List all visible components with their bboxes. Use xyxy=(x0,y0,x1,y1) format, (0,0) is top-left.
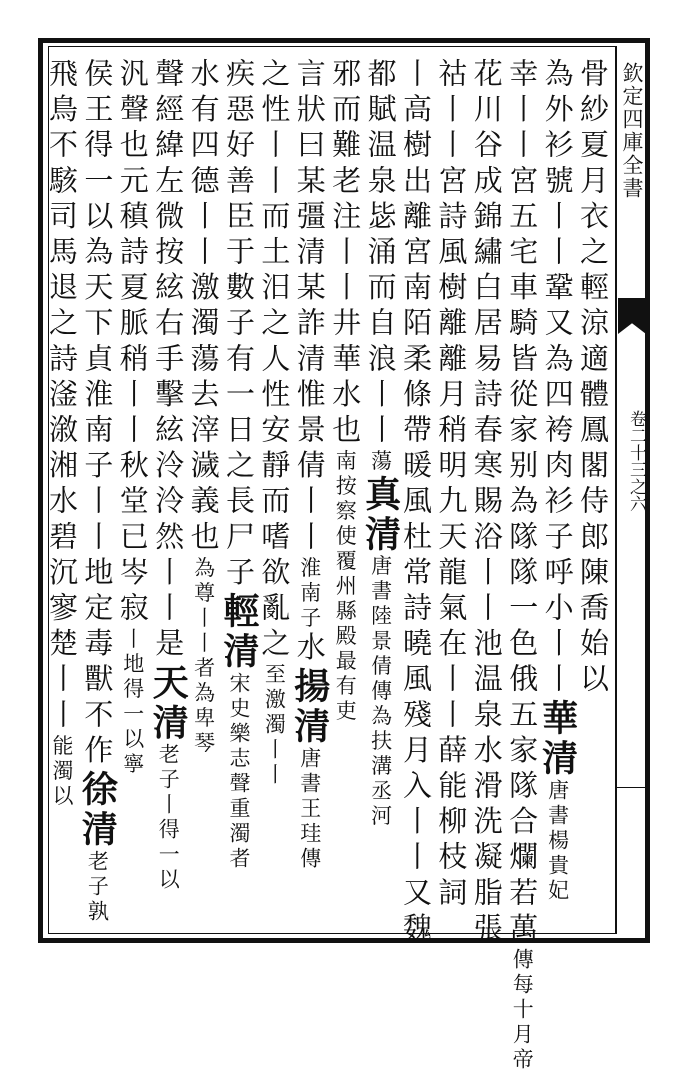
entry-heading: 輕清 xyxy=(218,592,260,672)
body-text: 疾惡好善臣于數子有一日之長尸子 xyxy=(222,58,256,592)
text-column xyxy=(536,58,579,904)
entry-heading: 天清 xyxy=(147,663,190,744)
body-text: 聲經緯左微按絃右手擊絃泠泠然丨丨是 xyxy=(151,58,186,664)
text-column xyxy=(187,58,221,756)
text-column xyxy=(45,58,79,809)
entry-heading: 華清 xyxy=(536,698,579,779)
annotation-text: 老子丨得一以 xyxy=(156,743,181,894)
annotation-text: 蕩 xyxy=(368,449,393,475)
body-text: 水 xyxy=(292,631,327,668)
text-column xyxy=(147,58,190,894)
body-text: 飛鳥不駭司馬退之詩滏漵湘水碧沉寥楚丨丨 xyxy=(45,58,79,735)
body-text: 水有四德丨丨激濁蕩去滓濊義也 xyxy=(186,58,221,557)
text-column xyxy=(257,58,291,788)
annotation-text: 老子孰 xyxy=(85,850,110,925)
book-title: 欽定四庫全書 xyxy=(620,62,644,200)
entry-heading: 徐清 xyxy=(76,770,119,850)
text-column xyxy=(505,58,539,1073)
annotation-text: 能濁以 xyxy=(50,734,74,810)
margin-divider xyxy=(616,787,646,788)
text-column xyxy=(76,58,119,925)
annotation-text: 唐書楊貴妃 xyxy=(545,778,570,904)
body-text: 侯王得一以為天下貞淮南子丨丨地定毒獸不作 xyxy=(80,58,115,770)
body-text: 骨紗夏月衣之輕涼適體鳳閣侍郎陳喬始以 xyxy=(576,58,610,699)
juan-label: 卷二十三之六 xyxy=(626,410,646,512)
body-text: 邪而難老注丨丨井華水也 xyxy=(328,58,363,450)
annotation-text: 傳每十月帝 xyxy=(510,948,535,1073)
annotation-text: 唐書陸景倩傳為扶溝丞河 xyxy=(368,554,393,830)
annotation-text: 宋史樂志聲重濁者 xyxy=(227,672,251,872)
annotation-text: 淮南子 xyxy=(297,556,322,632)
body-text: 都賦温泉毖涌而自浪丨丨 xyxy=(363,58,398,450)
text-column xyxy=(359,58,402,830)
body-text: 幸丨丨宮五宅車騎皆從家别為隊隊一色俄五家隊合爛若萬 xyxy=(505,58,540,948)
body-text: 花川谷成錦繡白居易詩春寒賜浴丨丨池温泉水滑洗凝脂張 xyxy=(469,58,504,948)
body-text: 汎聲也元稹詩夏脈稍丨丨秋堂已岑寂 xyxy=(115,58,150,628)
annotation-text: 南按察使覆州縣殿最有吏 xyxy=(333,449,358,725)
entry-heading: 真清 xyxy=(359,474,402,555)
body-text: 之性丨丨而土汨之人性安靜而嗜欲亂之 xyxy=(257,58,292,664)
body-text: 為外衫號丨丨鞏又為四袴肉衫子呼小丨丨 xyxy=(540,58,575,699)
annotation-text: 丨地得一以寧 xyxy=(120,627,145,778)
text-column xyxy=(470,58,504,948)
body-text: 祜丨丨宮詩風樹離離月稍明九天龍氣在丨丨薛能柳枝詞 xyxy=(434,58,469,913)
entry-heading: 揚清 xyxy=(288,667,331,748)
text-column xyxy=(116,58,150,778)
annotation-text: 為尊丨丨者為卑琴 xyxy=(191,556,216,757)
body-text: 丨高樹出離宮南陌柔條帶暖風杜常詩曉風殘月入丨丨又魏 xyxy=(399,58,433,948)
annotation-text: 至激濁丨丨 xyxy=(262,663,287,789)
text-column xyxy=(399,58,433,948)
text-column xyxy=(328,58,362,725)
body-text: 言狀曰某彊清某詐清惟景倩丨丨 xyxy=(292,58,327,557)
annotation-text: 唐書王珪傳 xyxy=(297,747,322,873)
text-column xyxy=(218,58,260,872)
text-column xyxy=(434,58,468,912)
text-column xyxy=(576,58,610,699)
text-column xyxy=(288,58,331,873)
